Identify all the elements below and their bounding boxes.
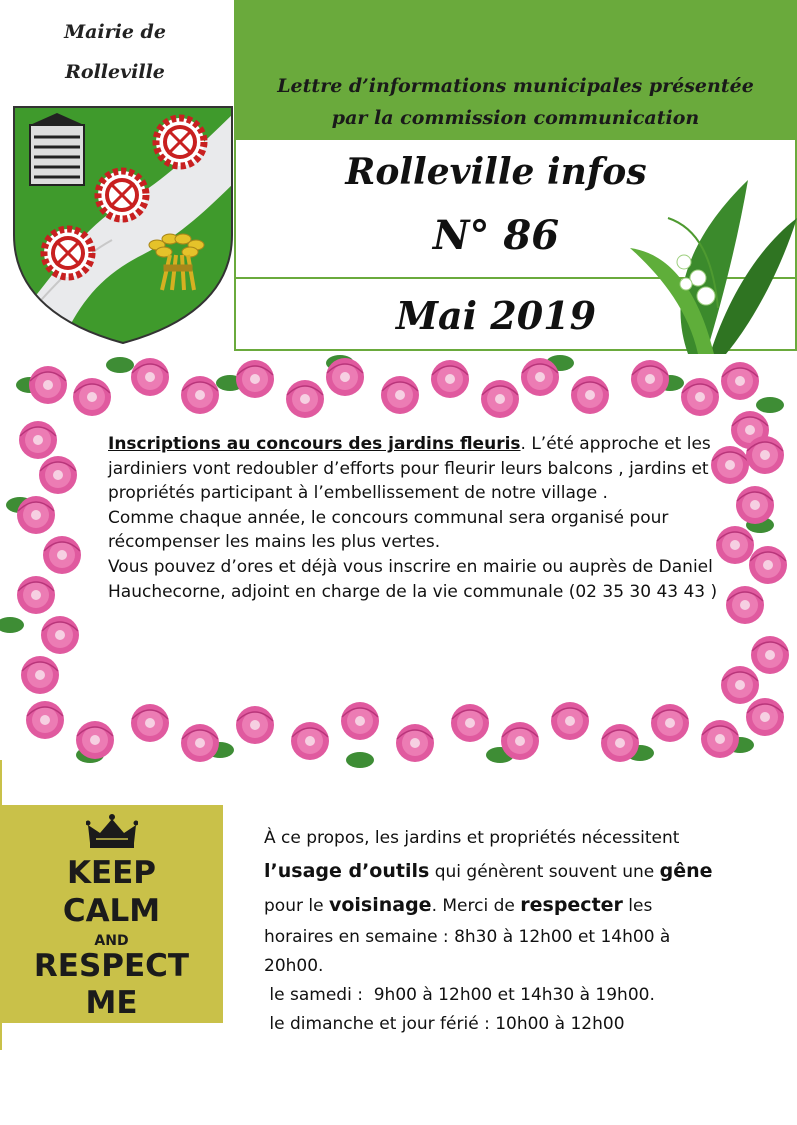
noise-line-3 [264,889,764,923]
article-paragraph-1 [108,432,720,506]
noise-sunday-hours: le dimanche et jour férié : 10h00 à 12h00 [264,1014,625,1034]
noise-line-3-text-c: les [622,896,653,916]
poster-and: AND [94,933,129,949]
article-heading: Inscriptions au concours des jardins fleuris [108,434,521,454]
newsletter-subtitle [234,70,797,134]
article-intro-text: . L’été approche et les jardiniers vont redoubler d’efforts pour fleurir leurs balcons , jardins et propriétés participant à l’embellissement de notre village . [108,434,711,504]
noise-line-2 [264,855,764,889]
frame-flowers-left [17,421,81,694]
mill-wheel-icon [44,229,92,277]
noise-tools-emphasis: l’usage d’outils [264,860,430,882]
noise-line-1: À ce propos, les jardins et propriétés nécessitent [264,828,680,848]
noise-line-3-text-a: pour le [264,896,329,916]
town-name-line2: Rolleville [65,61,165,83]
noise-neighbours-emphasis: voisinage [328,894,432,916]
garden-contest-article [108,432,720,604]
keep-calm-poster [0,805,223,1023]
poster-respect: RESPECT [33,948,190,984]
article-paragraph-3: Vous pouvez d’ores et déjà vous inscrire en mairie ou auprès de Daniel Hauchecorne, adjoint en charge de la vie communale (02 35 30 43 43 ) [108,556,718,602]
newsletter-title: Rolleville infos [345,151,647,193]
crown-icon [86,813,138,849]
noise-line-3-text-b: . Merci de [431,896,521,916]
article-paragraph-2: Comme chaque année, le concours communal sera organisé pour récompenser les mains les plus vertes. [108,507,669,553]
noise-respect-emphasis: respecter [520,894,623,916]
frame-flowers-top [29,358,759,418]
lily-of-the-valley-icon [628,178,797,356]
mill-wheel-icon [156,118,204,166]
noise-saturday-hours: le samedi : 9h00 à 12h00 et 14h30 à 19h00. [264,985,655,1005]
town-name-line1: Mairie de [64,21,166,43]
noise-nuisance-emphasis: gêne [659,860,713,882]
subtitle-line2: par la commission communication [331,107,700,129]
frame-flowers-bottom [26,698,784,762]
issue-date: Mai 2019 [395,293,597,338]
noise-rules-text [264,822,764,1039]
frame-flowers-right [711,411,789,704]
issue-number: N° 86 [432,212,560,259]
mill-wheel-icon [98,171,146,219]
poster-me: ME [85,985,138,1021]
poster-keep: KEEP [66,855,157,891]
noise-line-2-text: qui génèrent souvent une [429,862,660,882]
grindstone-icon [30,113,84,185]
noise-weekday-hours-end: 20h00. [264,956,324,976]
poster-calm: CALM [62,893,161,929]
town-name [40,12,190,92]
noise-weekday-hours: horaires en semaine : 8h30 à 12h00 et 14h00 à [264,927,671,947]
coat-of-arms-icon [12,105,234,345]
subtitle-line1: Lettre d’informations municipales présentée [277,75,754,97]
